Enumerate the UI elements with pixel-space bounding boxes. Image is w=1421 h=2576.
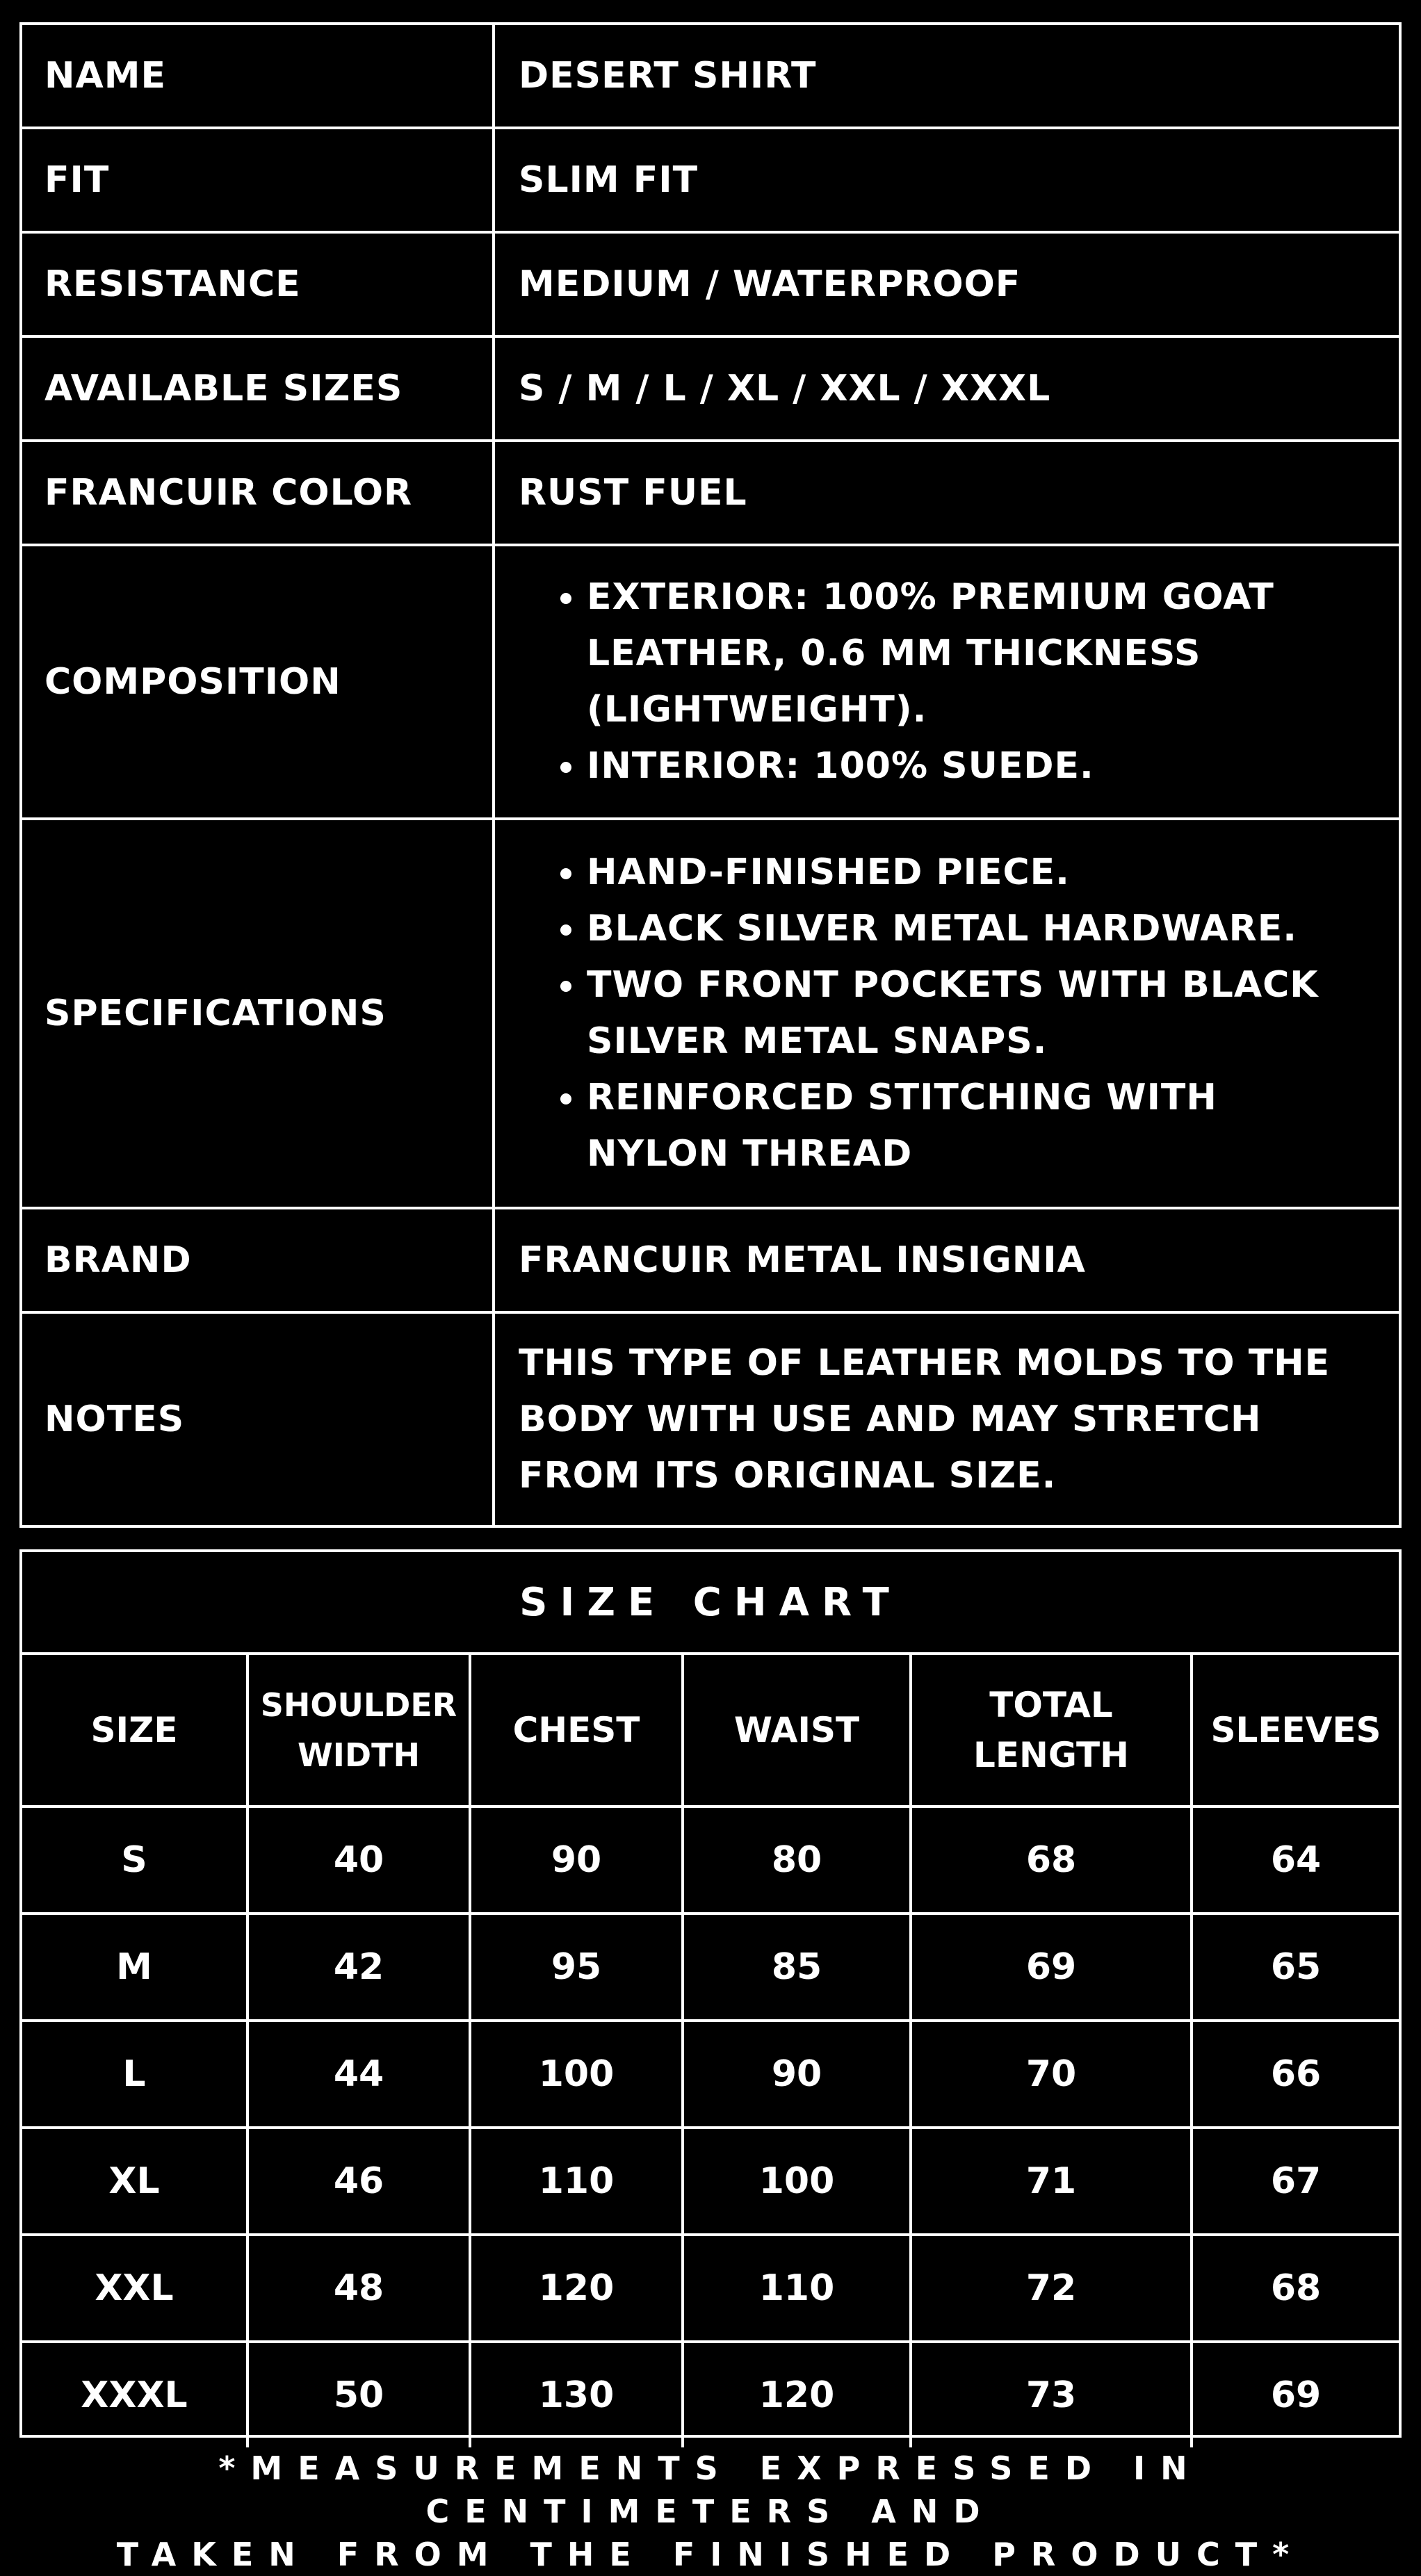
- specifications-list: [519, 845, 1371, 1182]
- measurement-footnote: *MEASUREMENTS EXPRESSED IN CENTIMETERS AND TAKEN FROM THE FINISHED PRODUCT*: [116, 2449, 1305, 2573]
- composition-list: [519, 569, 1371, 794]
- spec-label: COMPOSITION: [22, 546, 495, 817]
- size-table: [22, 1655, 1399, 2447]
- spec-row-name: [22, 25, 1399, 127]
- spec-row-color: [22, 439, 1399, 544]
- spec-row-available-sizes: [22, 335, 1399, 439]
- table-cell: 44: [247, 2021, 470, 2128]
- table-cell: 95: [470, 1914, 683, 2021]
- column-header: SHOULDER WIDTH: [247, 1655, 470, 1807]
- table-cell: 73: [911, 2342, 1192, 2447]
- spec-label: FIT: [22, 129, 495, 231]
- spec-value: DESERT SHIRT: [519, 54, 817, 97]
- table-cell: 110: [683, 2235, 911, 2342]
- spec-table: [19, 22, 1402, 1528]
- table-cell: 130: [470, 2342, 683, 2447]
- table-cell: 69: [1192, 2342, 1399, 2447]
- table-cell: 120: [683, 2342, 911, 2447]
- table-cell: 40: [247, 1807, 470, 1914]
- column-header: SLEEVES: [1192, 1655, 1399, 1807]
- spec-row-brand: [22, 1207, 1399, 1311]
- table-cell: 90: [470, 1807, 683, 1914]
- list-item: • HAND-FINISHED PIECE.: [587, 845, 1371, 901]
- table-row: [22, 1807, 1399, 1914]
- table-cell: 100: [683, 2128, 911, 2235]
- table-cell: 90: [683, 2021, 911, 2128]
- table-cell: 110: [470, 2128, 683, 2235]
- size-chart: [19, 1549, 1402, 2438]
- table-cell: M: [22, 1914, 247, 2021]
- table-cell: XXXL: [22, 2342, 247, 2447]
- table-cell: 71: [911, 2128, 1192, 2235]
- table-cell: 64: [1192, 1807, 1399, 1914]
- spec-row-specifications: [22, 817, 1399, 1207]
- spec-value: S / M / L / XL / XXL / XXXL: [519, 367, 1051, 409]
- list-item: • BLACK SILVER METAL HARDWARE.: [587, 901, 1371, 957]
- spec-row-notes: [22, 1311, 1399, 1525]
- spec-value: THIS TYPE OF LEATHER MOLDS TO THE BODY WITH USE AND MAY STRETCH FROM ITS ORIGINAL SIZE.: [519, 1342, 1331, 1497]
- size-table-header: [22, 1655, 1399, 1807]
- table-cell: 100: [470, 2021, 683, 2128]
- spec-label: AVAILABLE SIZES: [22, 338, 495, 439]
- table-row: [22, 2235, 1399, 2342]
- table-cell: 68: [1192, 2235, 1399, 2342]
- table-cell: 50: [247, 2342, 470, 2447]
- table-cell: XL: [22, 2128, 247, 2235]
- spec-row-resistance: [22, 231, 1399, 335]
- table-cell: 70: [911, 2021, 1192, 2128]
- list-item: • EXTERIOR: 100% PREMIUM GOAT LEATHER, 0.6 MM THICKNESS (LIGHTWEIGHT).: [587, 569, 1371, 738]
- column-header: SIZE: [22, 1655, 247, 1807]
- spec-label: SPECIFICATIONS: [22, 820, 495, 1207]
- table-cell: 85: [683, 1914, 911, 2021]
- table-cell: S: [22, 1807, 247, 1914]
- table-row: [22, 2342, 1399, 2447]
- table-cell: 67: [1192, 2128, 1399, 2235]
- table-cell: L: [22, 2021, 247, 2128]
- table-row: [22, 1914, 1399, 2021]
- spec-label: BRAND: [22, 1209, 495, 1311]
- spec-label: NOTES: [22, 1314, 495, 1525]
- table-cell: 65: [1192, 1914, 1399, 2021]
- table-cell: 42: [247, 1914, 470, 2021]
- table-cell: 69: [911, 1914, 1192, 2021]
- list-item: • INTERIOR: 100% SUEDE.: [587, 738, 1371, 794]
- spec-value: [495, 546, 1399, 817]
- spec-value: FRANCUIR METAL INSIGNIA: [519, 1239, 1086, 1281]
- spec-value: SLIM FIT: [519, 158, 699, 201]
- spec-label: FRANCUIR COLOR: [22, 442, 495, 544]
- size-chart-title: SIZE CHART: [22, 1552, 1399, 1655]
- spec-row-composition: [22, 544, 1399, 817]
- spec-row-fit: [22, 127, 1399, 231]
- table-cell: XXL: [22, 2235, 247, 2342]
- table-row: [22, 2128, 1399, 2235]
- column-header: TOTAL LENGTH: [911, 1655, 1192, 1807]
- table-cell: 72: [911, 2235, 1192, 2342]
- list-item: • REINFORCED STITCHING WITH NYLON THREAD: [587, 1070, 1371, 1182]
- table-cell: 48: [247, 2235, 470, 2342]
- spec-label: RESISTANCE: [22, 234, 495, 335]
- list-item: • TWO FRONT POCKETS WITH BLACK SILVER METAL SNAPS.: [587, 957, 1371, 1070]
- spec-value: [495, 820, 1399, 1207]
- table-cell: 80: [683, 1807, 911, 1914]
- table-row: [22, 2021, 1399, 2128]
- table-cell: 46: [247, 2128, 470, 2235]
- table-cell: 120: [470, 2235, 683, 2342]
- spec-label: NAME: [22, 25, 495, 127]
- column-header: WAIST: [683, 1655, 911, 1807]
- column-header: CHEST: [470, 1655, 683, 1807]
- spec-value: MEDIUM / WATERPROOF: [519, 263, 1021, 305]
- spec-value: RUST FUEL: [519, 471, 747, 514]
- table-cell: 68: [911, 1807, 1192, 1914]
- table-cell: 66: [1192, 2021, 1399, 2128]
